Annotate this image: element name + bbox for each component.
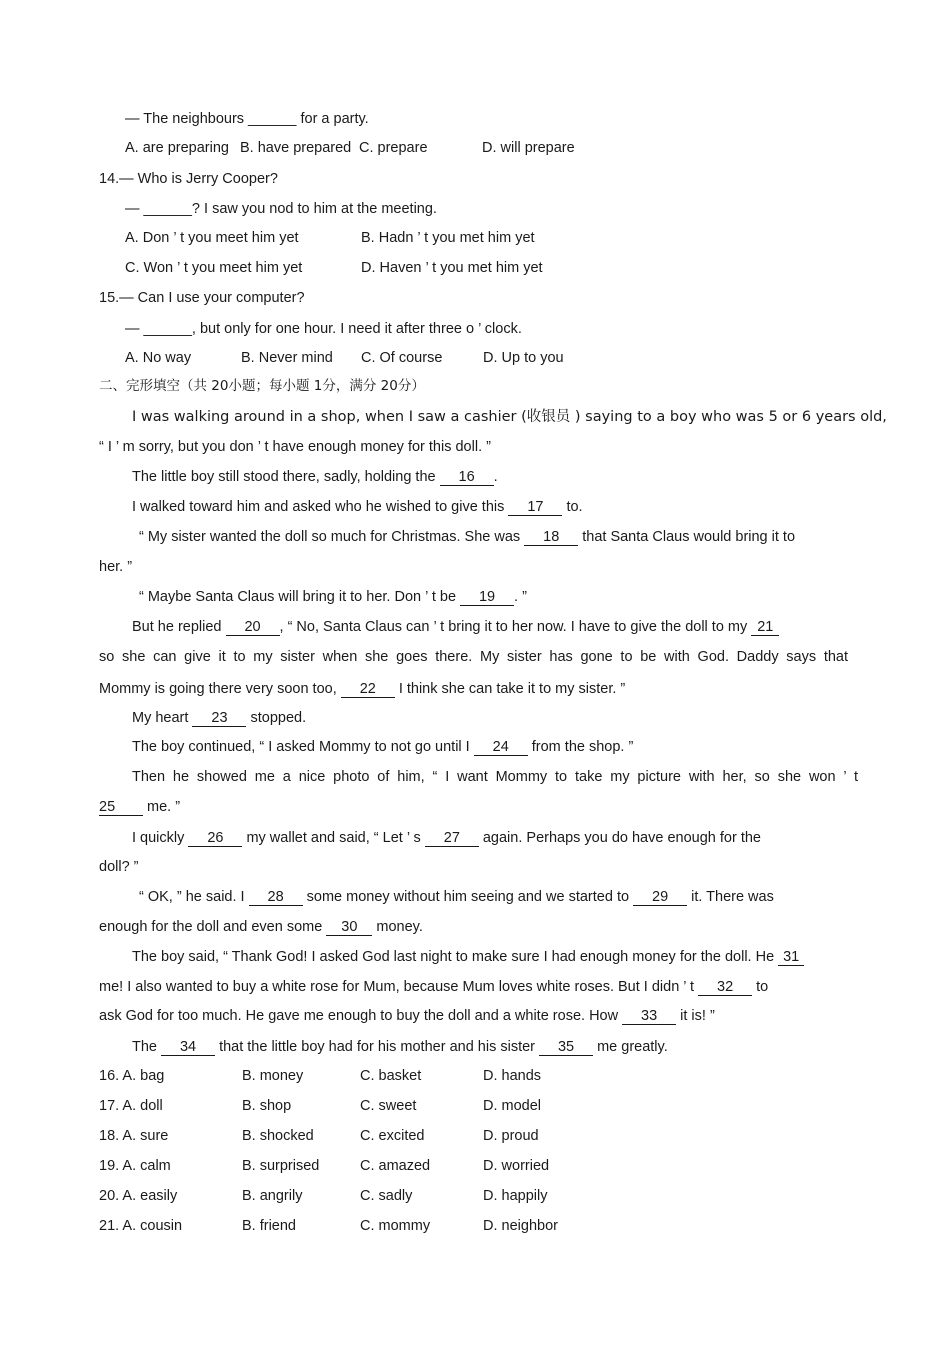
choice-a: A. easily (122, 1188, 178, 1204)
passage-text: so she can give it to my sister when she goes there. My sister has gone to be with God. Daddy says that (99, 649, 848, 665)
choice-row (99, 1218, 182, 1234)
choice-c: C. sadly (360, 1188, 413, 1204)
passage-text: that the little boy had for his mother and his sister (219, 1039, 536, 1055)
passage-text: it is! ” (680, 1008, 715, 1024)
choice-b: B. shop (242, 1098, 292, 1114)
blank-31: 31 (778, 950, 804, 966)
blank-17: 17 (508, 500, 562, 516)
passage-line (139, 588, 527, 606)
passage-text: to. (566, 499, 583, 515)
choice-c: C. sweet (360, 1098, 417, 1114)
blank-19: 19 (460, 590, 514, 606)
blank-26: 26 (188, 831, 242, 847)
passage-text: Then he showed me a nice photo of him, “ I want Mommy to take my picture with her, so she won ’ t (132, 769, 858, 785)
passage-text: my wallet and said, “ Let ’ s (246, 830, 421, 846)
passage-text: I think she can take it to my sister. ” (398, 681, 626, 697)
q15-question: 15.— Can I use your computer? (99, 290, 305, 306)
passage-text: I quickly (132, 830, 185, 846)
blank-25: 25 (99, 800, 143, 816)
blank-29: 29 (633, 890, 687, 906)
passage-text: “ Maybe Santa Claus will bring it to her. Don ’ t be (139, 589, 457, 605)
choice-row (99, 1158, 171, 1174)
passage-line (99, 648, 848, 666)
passage-text: stopped. (250, 710, 307, 726)
choice-c: C. amazed (360, 1158, 431, 1174)
choice-number: 16. (99, 1068, 120, 1084)
blank-21: 21 (751, 620, 779, 636)
choice-row (99, 1128, 168, 1144)
passage-line (132, 408, 887, 426)
passage-text: The boy continued, “ I asked Mommy to not go until I (132, 739, 470, 755)
passage-line (99, 978, 768, 996)
blank-30: 30 (326, 920, 372, 936)
q15-option-b: B. Never mind (241, 350, 333, 366)
passage-text: from the shop. ” (531, 739, 634, 755)
q13-answer-line: — The neighbours ______ for a party. (125, 111, 369, 127)
blank-28: 28 (249, 890, 303, 906)
choice-number: 17. (99, 1098, 120, 1114)
choice-d: D. neighbor (483, 1218, 558, 1234)
passage-text: I walked toward him and asked who he wished to give this (132, 499, 505, 515)
passage-text: The little boy still stood there, sadly, holding the (132, 469, 436, 485)
passage-text: to (756, 979, 769, 995)
passage-line (139, 888, 774, 906)
passage-line (99, 918, 423, 936)
choice-row (99, 1068, 164, 1084)
choice-d: D. worried (483, 1158, 550, 1174)
q13-option-c: C. prepare (359, 140, 428, 156)
choice-b: B. money (242, 1068, 304, 1084)
choice-number: 21. (99, 1218, 120, 1234)
passage-line (132, 618, 779, 636)
q14-option-b: B. Hadn ’ t you met him yet (361, 230, 535, 246)
choice-row (99, 1098, 163, 1114)
choice-b: B. shocked (242, 1128, 314, 1144)
passage-text: again. Perhaps you do have enough for the (482, 830, 761, 846)
blank-32: 32 (698, 980, 752, 996)
passage-text: . ” (514, 589, 527, 605)
passage-line (132, 738, 633, 756)
passage-text: ask God for too much. He gave me enough to buy the doll and a white rose. How (99, 1008, 619, 1024)
choice-d: D. model (483, 1098, 542, 1114)
passage-line (132, 948, 804, 966)
q14-option-c: C. Won ’ t you meet him yet (125, 260, 303, 276)
passage-text: me. ” (147, 799, 181, 815)
q14-question: 14.— Who is Jerry Cooper? (99, 171, 278, 187)
choice-number: 19. (99, 1158, 120, 1174)
q13-option-a: A. are preparing (125, 140, 229, 156)
passage-line (132, 768, 858, 786)
passage-text: The (132, 1039, 157, 1055)
passage-line (132, 709, 306, 727)
blank-23: 23 (192, 711, 246, 727)
passage-text: “ My sister wanted the doll so much for Christmas. She was (139, 529, 521, 545)
passage-line (99, 438, 491, 456)
passage-text: it. There was (691, 889, 774, 905)
passage-text: her. ” (99, 559, 133, 575)
passage-text: me greatly. (597, 1039, 668, 1055)
passage-text: My heart (132, 710, 189, 726)
passage-line (99, 858, 139, 876)
passage-text: money. (376, 919, 423, 935)
choice-b: B. angrily (242, 1188, 303, 1204)
choice-row (99, 1188, 177, 1204)
passage-text: enough for the doll and even some (99, 919, 323, 935)
q14-option-a: A. Don ’ t you meet him yet (125, 230, 299, 246)
passage-text: “ OK, ” he said. I (139, 889, 245, 905)
passage-line (139, 528, 795, 546)
passage-text: doll? ” (99, 859, 139, 875)
passage-line (132, 498, 583, 516)
passage-text: The boy said, “ Thank God! I asked God last night to make sure I had enough money for the doll. He (132, 949, 775, 965)
choice-a: A. sure (122, 1128, 169, 1144)
blank-20: 20 (226, 620, 280, 636)
choice-number: 20. (99, 1188, 120, 1204)
passage-text: “ I ’ m sorry, but you don ’ t have enough money for this doll. ” (99, 439, 491, 455)
passage-line (132, 829, 761, 847)
choice-a: A. doll (122, 1098, 163, 1114)
choice-a: A. cousin (122, 1218, 183, 1234)
q14-answer-line: — ______? I saw you nod to him at the meeting. (125, 201, 437, 217)
passage-text: that Santa Claus would bring it to (582, 529, 796, 545)
blank-27: 27 (425, 831, 479, 847)
passage-text: some money without him seeing and we started to (306, 889, 630, 905)
passage-text: me! I also wanted to buy a white rose for Mum, because Mum loves white roses. But I didn ’ t (99, 979, 695, 995)
choice-d: D. happily (483, 1188, 548, 1204)
q15-option-c: C. Of course (361, 350, 443, 366)
passage-line (99, 1007, 715, 1025)
blank-18: 18 (524, 530, 578, 546)
blank-33: 33 (622, 1009, 676, 1025)
blank-22: 22 (341, 682, 395, 698)
choice-a: A. bag (122, 1068, 165, 1084)
choice-c: C. basket (360, 1068, 422, 1084)
passage-text: I was walking around in a shop, when I saw a cashier (收银员 ) saying to a boy who was 5 or 6 years old, (132, 409, 887, 425)
passage-text: , “ No, Santa Claus can ’ t bring it to her now. I have to give the doll to my (279, 619, 748, 635)
choice-d: D. hands (483, 1068, 542, 1084)
choice-b: B. surprised (242, 1158, 320, 1174)
blank-24: 24 (474, 740, 528, 756)
blank-16: 16 (440, 470, 494, 486)
choice-c: C. excited (360, 1128, 425, 1144)
passage-text: . (493, 469, 498, 485)
passage-text: Mommy is going there very soon too, (99, 681, 337, 697)
choice-b: B. friend (242, 1218, 296, 1234)
q14-option-d: D. Haven ’ t you met him yet (361, 260, 543, 276)
blank-34: 34 (161, 1040, 215, 1056)
passage-line (132, 1038, 668, 1056)
choice-d: D. proud (483, 1128, 539, 1144)
choice-number: 18. (99, 1128, 120, 1144)
q15-answer-line: — ______, but only for one hour. I need it after three o ’ clock. (125, 321, 522, 337)
q13-option-b: B. have prepared (240, 140, 352, 156)
passage-text: But he replied (132, 619, 222, 635)
q15-option-d: D. Up to you (483, 350, 564, 366)
passage-line (99, 680, 625, 698)
section-heading: 二、完形填空（共 20小题；每小题 1分，满分 20分） (99, 378, 425, 394)
passage-line (132, 468, 498, 486)
passage-line (99, 558, 132, 576)
blank-35: 35 (539, 1040, 593, 1056)
q13-option-d: D. will prepare (482, 140, 575, 156)
passage-line (99, 798, 180, 816)
choice-a: A. calm (122, 1158, 171, 1174)
choice-c: C. mommy (360, 1218, 431, 1234)
q15-option-a: A. No way (125, 350, 192, 366)
